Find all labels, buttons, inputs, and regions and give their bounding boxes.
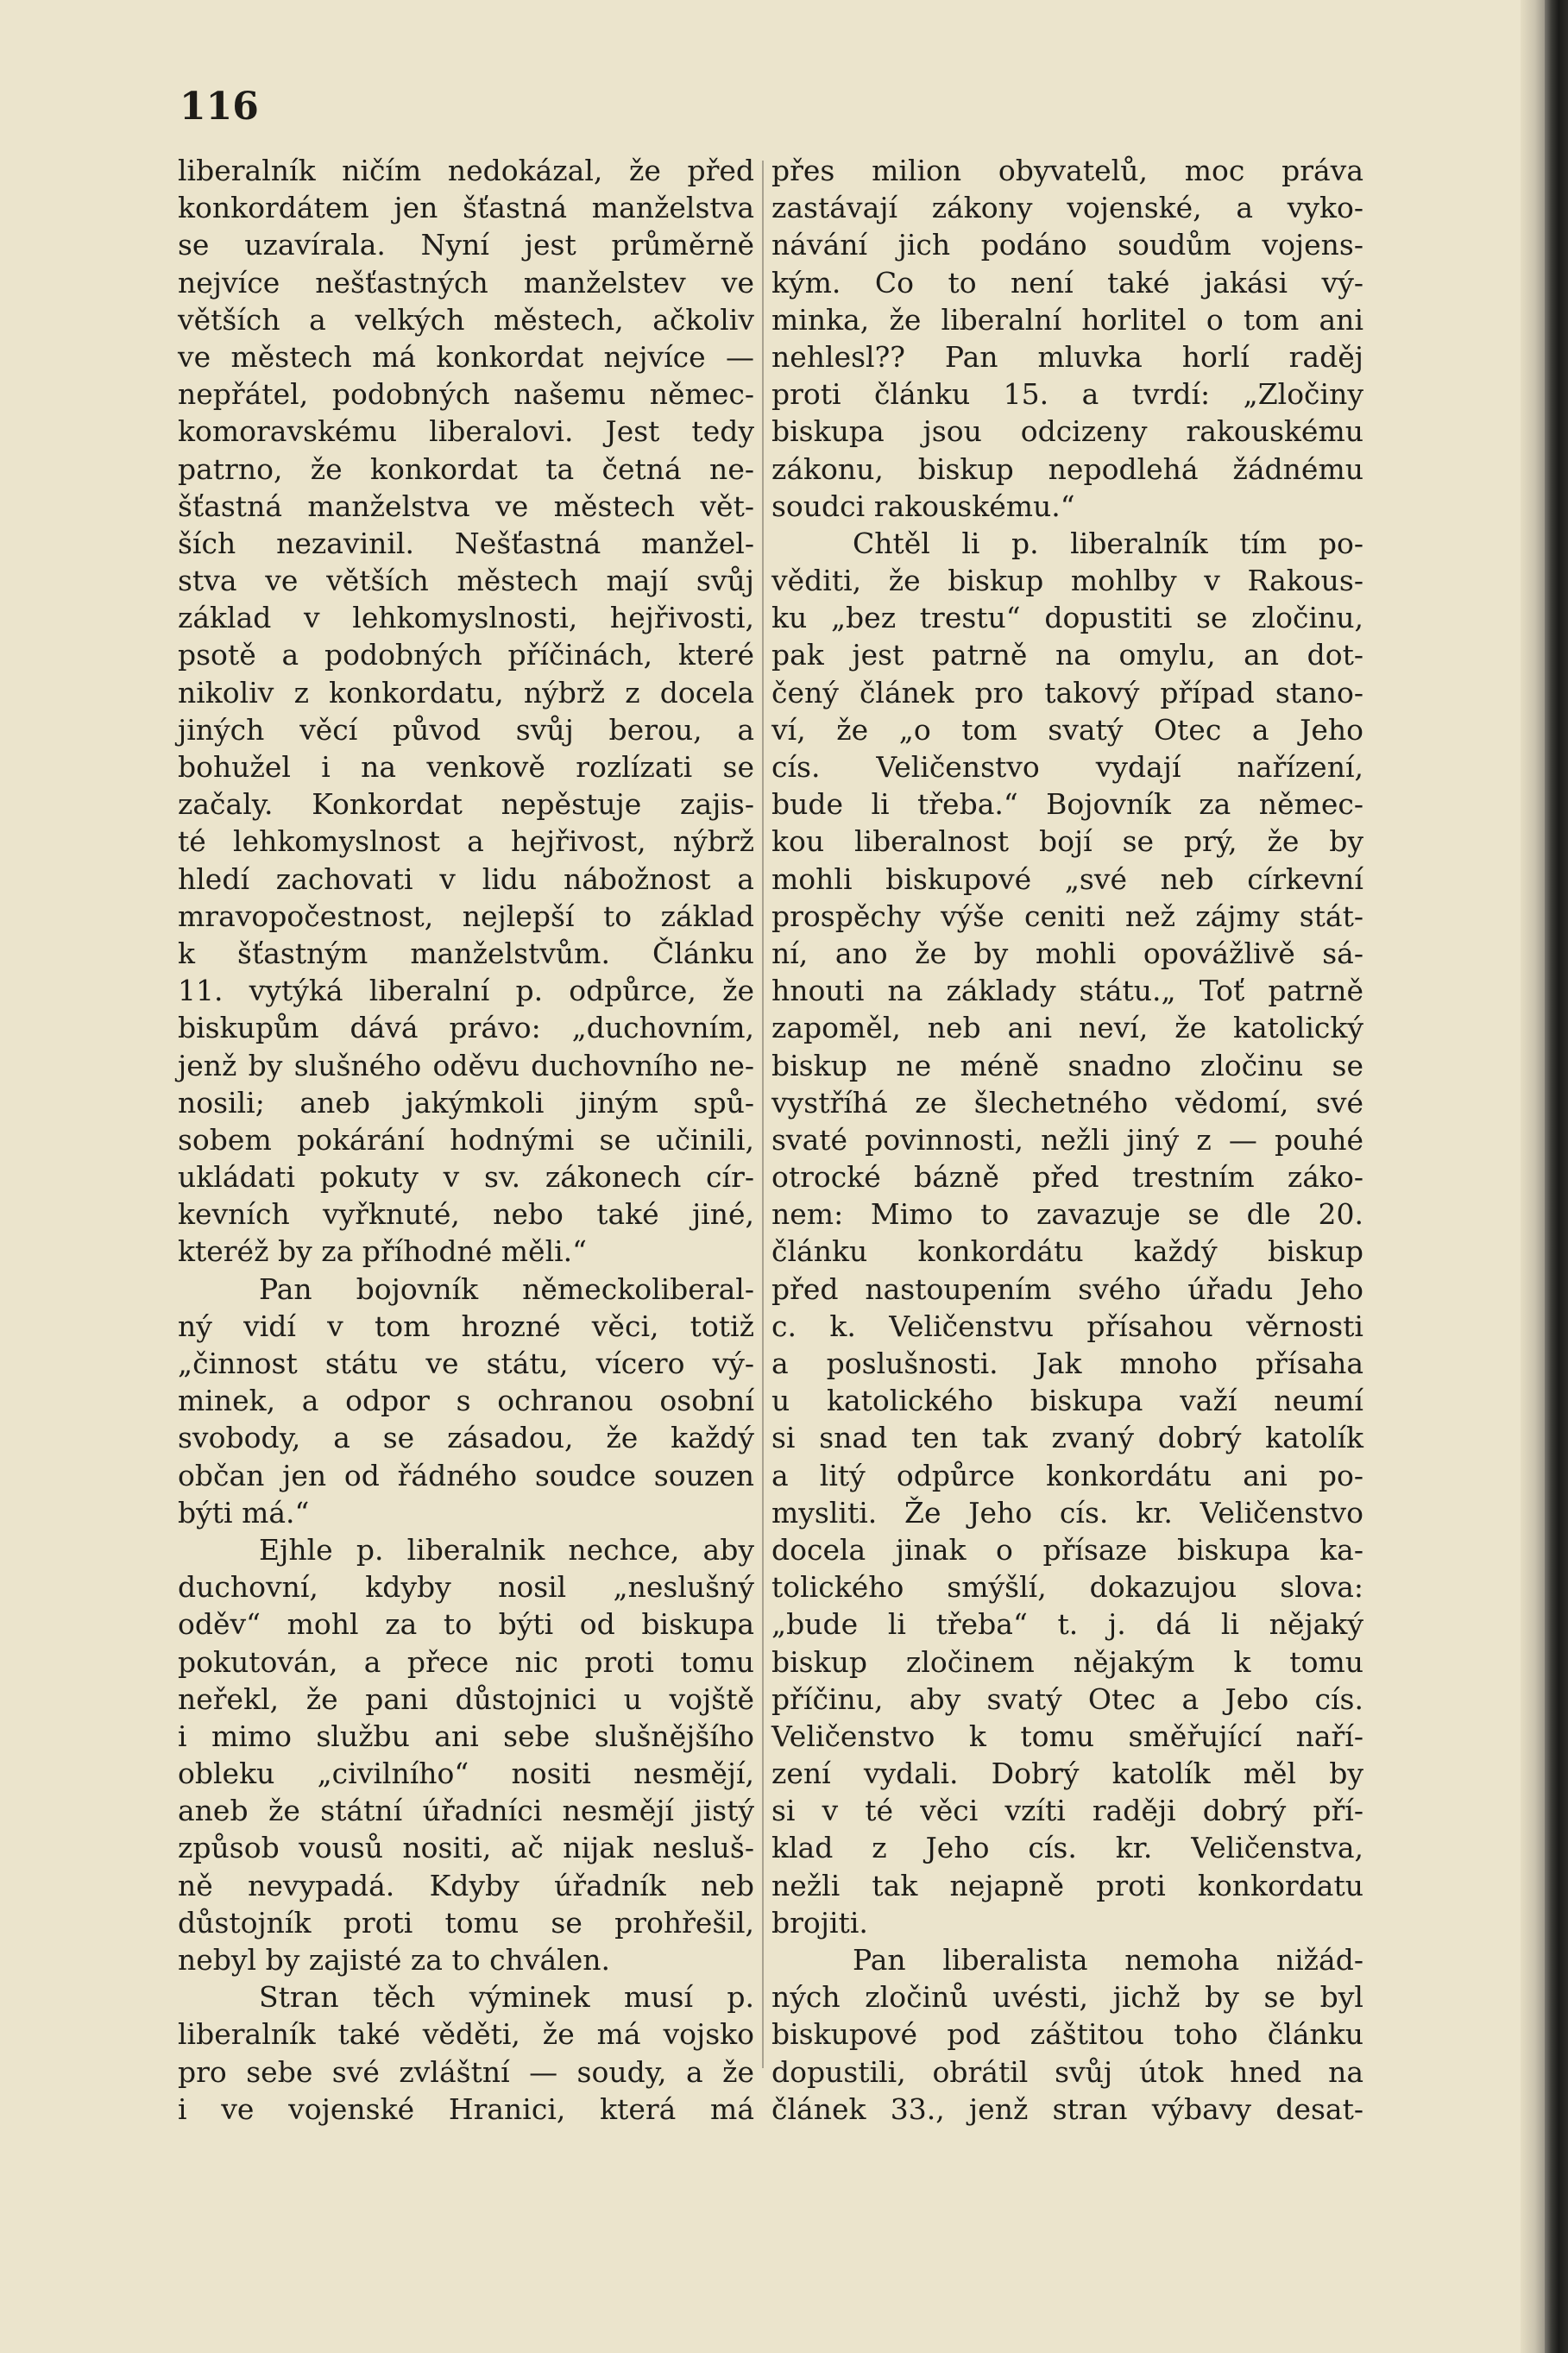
text-line: 11. vytýká liberalní p. odpůrce, že <box>178 974 754 1008</box>
text-line: Chtěl li p. liberalník tím po- <box>853 526 1363 560</box>
text-line: té lehkomyslnost a hejřivost, nýbrž <box>178 824 754 859</box>
text-line: bohužel i na venkově rozlízati se <box>178 750 754 784</box>
text-line: „činnost státu ve státu, vícero vý- <box>178 1347 754 1380</box>
text-line: Stran těch výminek musí p. <box>259 1980 754 2015</box>
text-line: docela jinak o přísaze biskupa ka- <box>771 1532 1363 1567</box>
text-line: liberalník ničím nedokázal, že před <box>178 154 754 187</box>
text-line: i ve vojenské Hranici, která má <box>178 2091 754 2126</box>
column-divider <box>762 161 764 2068</box>
text-line: jiných věcí původ svůj berou, a <box>178 712 754 747</box>
text-line: proti článku 15. a tvrdí: „Zločiny <box>771 377 1363 412</box>
text-line: mohli biskupové „své neb církevní <box>771 861 1363 896</box>
book-binding-edge <box>1545 0 1568 2353</box>
text-line: ku „bez trestu“ dopustiti se zločinu, <box>771 601 1363 635</box>
text-line: ných zločinů uvésti, jichž by se byl <box>771 1980 1363 2015</box>
text-line: čený článek pro takový případ stano- <box>771 675 1363 710</box>
text-line: duchovní, kdyby nosil „neslušný <box>178 1570 754 1605</box>
text-line: tolického smýšlí, dokazujou slova: <box>771 1570 1363 1605</box>
text-line: ní, ano že by mohli opovážlivě sá- <box>771 936 1363 970</box>
text-line: c. k. Veličenstvu přísahou věrnosti <box>771 1309 1363 1343</box>
text-line: článku konkordátu každý biskup <box>771 1234 1363 1269</box>
text-line: ve městech má konkordat nejvíce — <box>178 339 754 374</box>
page-number: 116 <box>179 85 259 129</box>
text-line: kou liberalnost bojí se prý, že by <box>771 824 1363 859</box>
text-line: Ejhle p. liberalnik nechce, aby <box>259 1532 754 1567</box>
text-line: základ v lehkomyslnosti, hejřivosti, <box>178 601 754 635</box>
text-line: začaly. Konkordat nepěstuje zajis- <box>178 787 754 822</box>
text-line: klad z Jeho cís. kr. Veličenstva, <box>771 1831 1363 1865</box>
text-line: jenž by slušného oděvu duchovního ne- <box>178 1048 754 1082</box>
text-line: biskupové pod záštitou toho článku <box>771 2017 1363 2052</box>
text-line: ukládati pokuty v sv. zákonech cír- <box>178 1160 754 1195</box>
text-line: příčinu, aby svatý Otec a Jebo cís. <box>771 1681 1363 1716</box>
text-line: pokutován, a přece nic proti tomu <box>178 1644 754 1679</box>
right-column <box>771 152 1363 2128</box>
text-line: ších nezavinil. Nešťastná manžel- <box>178 526 754 560</box>
text-line: svaté povinnosti, nežli jiný z — pouhé <box>771 1122 1363 1157</box>
text-line: nikoliv z konkordatu, nýbrž z docela <box>178 675 754 710</box>
page-edge-shadow <box>1521 0 1545 2353</box>
text-line: u katolického biskupa važí neumí <box>771 1384 1363 1418</box>
text-line: sobem pokárání hodnými se učinili, <box>178 1122 754 1157</box>
text-line: způsob vousů nositi, ač nijak nesluš- <box>178 1831 754 1865</box>
text-line: si snad ten tak zvaný dobrý katolík <box>771 1421 1363 1455</box>
text-line: konkordátem jen šťastná manželstva <box>178 191 754 225</box>
text-line: svobody, a se zásadou, že každý <box>178 1421 754 1455</box>
text-line: aneb že státní úřadníci nesmějí jistý <box>178 1794 754 1828</box>
text-line: dopustili, obrátil svůj útok hned na <box>771 2054 1363 2089</box>
text-line: bude li třeba.“ Bojovník za němec- <box>771 787 1363 822</box>
text-line: nebyl by zajisté za to chválen. <box>178 1943 610 1977</box>
text-line: neřekl, že pani důstojnici u vojště <box>178 1681 754 1716</box>
text-line: šťastná manželstva ve městech vět- <box>178 489 754 523</box>
text-line: Veličenstvo k tomu směřující naří- <box>771 1719 1363 1753</box>
text-line: pak jest patrně na omylu, an dot- <box>771 638 1363 672</box>
text-line: Pan liberalista nemoha nižád- <box>853 1943 1363 1977</box>
text-line: minek, a odpor s ochranou osobní <box>178 1384 754 1418</box>
text-line: biskupa jsou odcizeny rakouskému <box>771 414 1363 449</box>
text-line: brojiti. <box>771 1905 868 1940</box>
text-line: nepřátel, podobných našemu němec- <box>178 377 754 412</box>
text-line: biskupům dává právo: „duchovním, <box>178 1011 754 1045</box>
text-line: kevních vyřknuté, nebo také jiné, <box>178 1197 754 1232</box>
text-line: psotě a podobných příčinách, které <box>178 638 754 672</box>
text-line: k šťastným manželstvům. Článku <box>178 936 754 970</box>
text-line: nosili; aneb jakýmkoli jiným spů- <box>178 1085 754 1120</box>
text-line: zení vydali. Dobrý katolík měl by <box>771 1757 1363 1791</box>
text-line: zapoměl, neb ani neví, že katolický <box>771 1011 1363 1045</box>
text-line: soudci rakouskému.“ <box>771 489 1075 523</box>
text-line: nežli tak nejapně proti konkordatu <box>771 1868 1363 1902</box>
text-line: ný vidí v tom hrozné věci, totiž <box>178 1309 754 1343</box>
text-line: nem: Mimo to zavazuje se dle 20. <box>771 1197 1363 1232</box>
text-line: Pan bojovník německoliberal- <box>259 1271 754 1306</box>
text-line: hledí zachovati v lidu nábožnost a <box>178 861 754 896</box>
text-line: patrno, že konkordat ta četná ne- <box>178 451 754 486</box>
text-line: věditi, že biskup mohlby v Rakous- <box>771 564 1363 598</box>
text-line: pro sebe své zvláštní — soudy, a že <box>178 2054 754 2089</box>
text-line: oděv“ mohl za to býti od biskupa <box>178 1607 754 1642</box>
text-line: kým. Co to není také jakási vý- <box>771 265 1363 300</box>
text-line: nehlesl?? Pan mluvka horlí raděj <box>771 339 1363 374</box>
text-line: zastávají zákony vojenské, a vyko- <box>771 191 1363 225</box>
text-line: a poslušnosti. Jak mnoho přísaha <box>771 1347 1363 1380</box>
text-line: a litý odpůrce konkordátu ani po- <box>771 1458 1363 1492</box>
text-line: mysliti. Že Jeho cís. kr. Veličenstvo <box>771 1495 1363 1530</box>
text-line: větších a velkých městech, ačkoliv <box>178 302 754 337</box>
text-line: otrocké bázně před trestním záko- <box>771 1160 1363 1195</box>
text-line: se uzavírala. Nyní jest průměrně <box>178 228 754 262</box>
text-line: minka, že liberalní horlitel o tom ani <box>771 302 1363 337</box>
text-line: prospěchy výše ceniti než zájmy stát- <box>771 899 1363 933</box>
text-line: býti má.“ <box>178 1495 310 1530</box>
text-line: před nastoupením svého úřadu Jeho <box>771 1271 1363 1306</box>
text-line: přes milion obyvatelů, moc práva <box>771 154 1363 187</box>
left-column <box>178 152 754 2128</box>
text-line: návání jich podáno soudům vojens- <box>771 228 1363 262</box>
text-line: „bude li třeba“ t. j. dá li nějaký <box>771 1607 1363 1642</box>
text-line: občan jen od řádného soudce souzen <box>178 1458 754 1492</box>
text-line: komoravskému liberalovi. Jest tedy <box>178 414 754 449</box>
text-line: mravopočestnost, nejlepší to základ <box>178 899 754 933</box>
text-line: ně nevypadá. Kdyby úřadník neb <box>178 1868 754 1902</box>
text-line: biskup ne méně snadno zločinu se <box>771 1048 1363 1082</box>
text-line: hnouti na základy státu.„ Toť patrně <box>771 974 1363 1008</box>
text-line: i mimo službu ani sebe slušnějšího <box>178 1719 754 1753</box>
text-line: stva ve větších městech mají svůj <box>178 564 754 598</box>
text-line: si v té věci vzíti raději dobrý pří- <box>771 1794 1363 1828</box>
text-line: vystříhá ze šlechetného vědomí, své <box>771 1085 1363 1120</box>
text-line: důstojník proti tomu se prohřešil, <box>178 1905 754 1940</box>
text-line: liberalník také věděti, že má vojsko <box>178 2017 754 2052</box>
text-line: zákonu, biskup nepodlehá žádnému <box>771 451 1363 486</box>
text-line: článek 33., jenž stran výbavy desat- <box>771 2091 1363 2126</box>
text-line: ví, že „o tom svatý Otec a Jeho <box>771 712 1363 747</box>
text-line: nejvíce nešťastných manželstev ve <box>178 265 754 300</box>
text-line: cís. Veličenstvo vydají nařízení, <box>771 750 1363 784</box>
text-line: obleku „civilního“ nositi nesmějí, <box>178 1757 754 1791</box>
text-line: biskup zločinem nějakým k tomu <box>771 1644 1363 1679</box>
text-line: kteréž by za příhodné měli.“ <box>178 1234 588 1269</box>
